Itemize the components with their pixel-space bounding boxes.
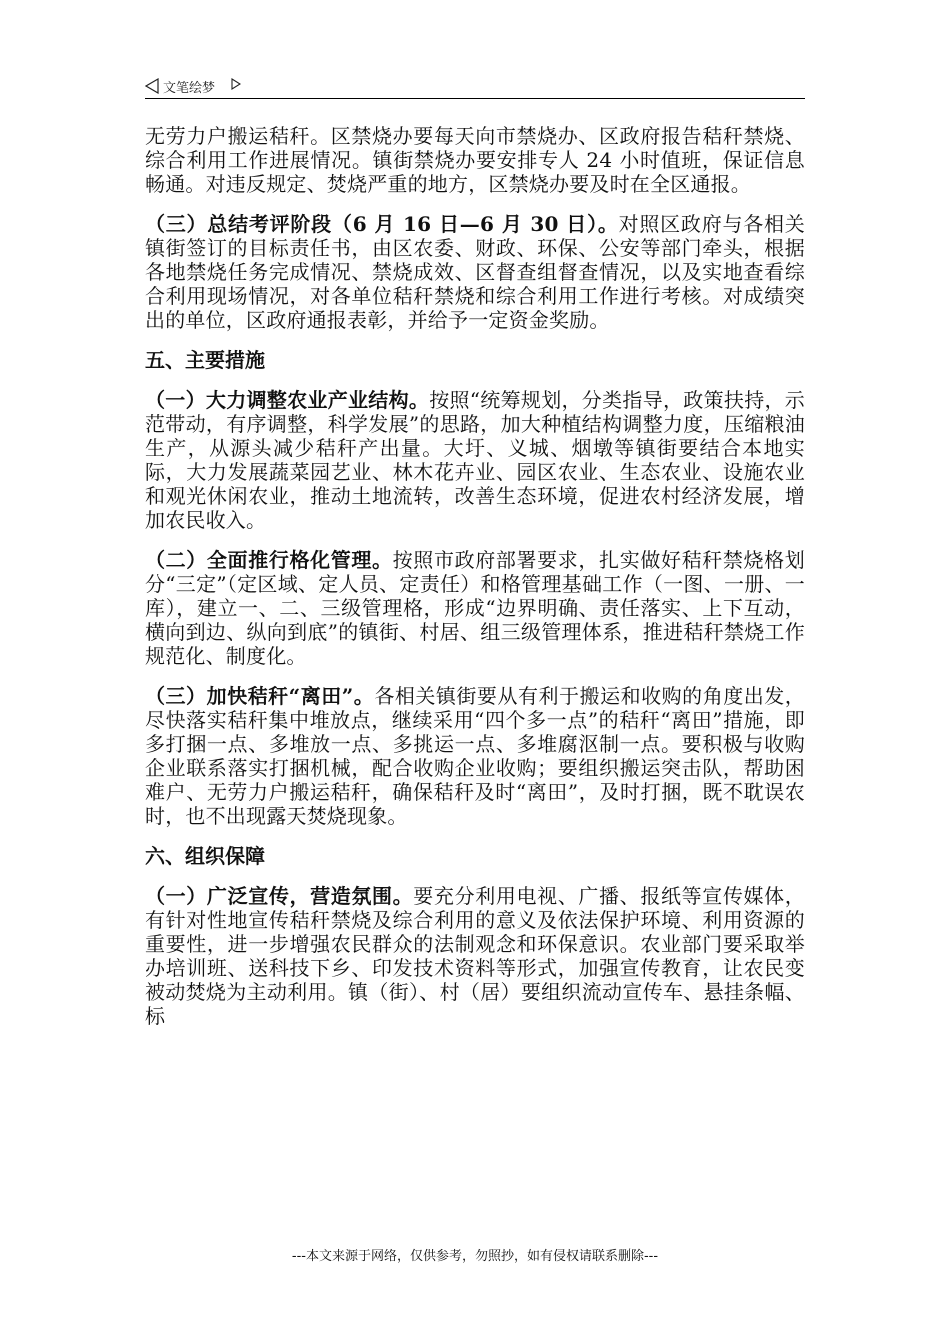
paragraph-lead: （二）全面推行格化管理。 [145,548,393,572]
paragraph-text: 要充分利用电视、广播、报纸等宣传媒体，有针对性地宣传秸秆禁烧及综合利用的意义及依法保护环境、利用资源的重要性，进一步增强农民群众的法制观念和环保意识。农业部门要采取举办培训班、送科技下乡、印发技术资料等形式，加强宣传教育，让农民变被动焚烧为主动利用。镇（街）、村（居）要组织流动宣传车、悬挂条幅、标 [145,884,805,1028]
paragraph [145,388,805,532]
paragraph-text: 无劳力户搬运秸秆。区禁烧办要每天向市禁烧办、区政府报告秸秆禁烧、综合利用工作进展情况。镇街禁烧办要安排专人 24 小时值班，保证信息畅通。对违反规定、焚烧严重的地方，区禁烧办要及时在全区通报。 [145,124,805,196]
footer-disclaimer: ---本文来源于网络，仅供参考，勿照抄，如有侵权请联系删除--- [291,1249,659,1264]
section-heading: 六、组织保障 [145,844,265,868]
paragraph-lead: （三）总结考评阶段（6 月 16 日—6 月 30 日）。 [145,212,619,236]
paragraph-text: 按照“统筹规划，分类指导，政策扶持，示范带动，有序调整，科学发展”的思路，加大种植结构调整力度，压缩粮油生产，从源头减少秸秆产出量。大圩、义城、烟墩等镇街要结合本地实际，大力发展蔬菜园艺业、林木花卉业、园区农业、生态农业、设施农业和观光休闲农业，推动土地流转，改善生态环境，促进农村经济发展，增加农民收入。 [145,388,805,532]
section-heading: 五、主要措施 [145,348,265,372]
paragraph [145,548,805,668]
paragraph-text: 按照市政府部署要求，扎实做好秸秆禁烧格划分“三定”（定区域、定人员、定责任）和格管理基础工作（一图、一册、一库），建立一、二、三级管理格，形成“边界明确、责任落实、上下互动，横向到边、纵向到底”的镇街、村居、组三级管理体系，推进秸秆禁烧工作规范化、制度化。 [145,548,806,668]
paragraph [145,124,805,196]
paragraph [145,212,805,332]
paragraph-lead: （三）加快秸秆“离田”。 [145,684,375,708]
document-body [145,124,805,1044]
triangle-left-outline-icon [145,78,159,94]
paragraph-lead: （一）广泛宣传，营造氛围。 [145,884,414,908]
paragraph-text: 各相关镇街要从有利于搬运和收购的角度出发，尽快落实秸秆集中堆放点，继续采用“四个多一点”的秸秆“离田”措施，即多打捆一点、多堆放一点、多挑运一点、多堆腐沤制一点。要积极与收购企业联系落实打捆机械，配合收购企业收购；要组织搬运突击队，帮助困难户、无劳力户搬运秸秆，确保秸秆及时“离田”，及时打捆，既不耽误农时，也不出现露天焚烧现象。 [145,684,805,828]
triangle-right-outline-icon [231,78,241,90]
paragraph [145,684,805,828]
paragraph-text: 对照区政府与各相关镇街签订的目标责任书，由区农委、财政、环保、公安等部门牵头，根据各地禁烧任务完成情况、禁烧成效、区督查组督查情况，以及实地查看综合利用现场情况，对各单位秸秆禁烧和综合利用工作进行考核。对成绩突出的单位，区政府通报表彰，并给予一定资金奖励。 [145,212,805,332]
brand-label: 文笔绘梦 [163,81,216,96]
paragraph-lead: （一）大力调整农业产业结构。 [145,388,430,412]
paragraph [145,884,805,1028]
page-header [145,74,805,98]
header-divider [145,98,805,99]
